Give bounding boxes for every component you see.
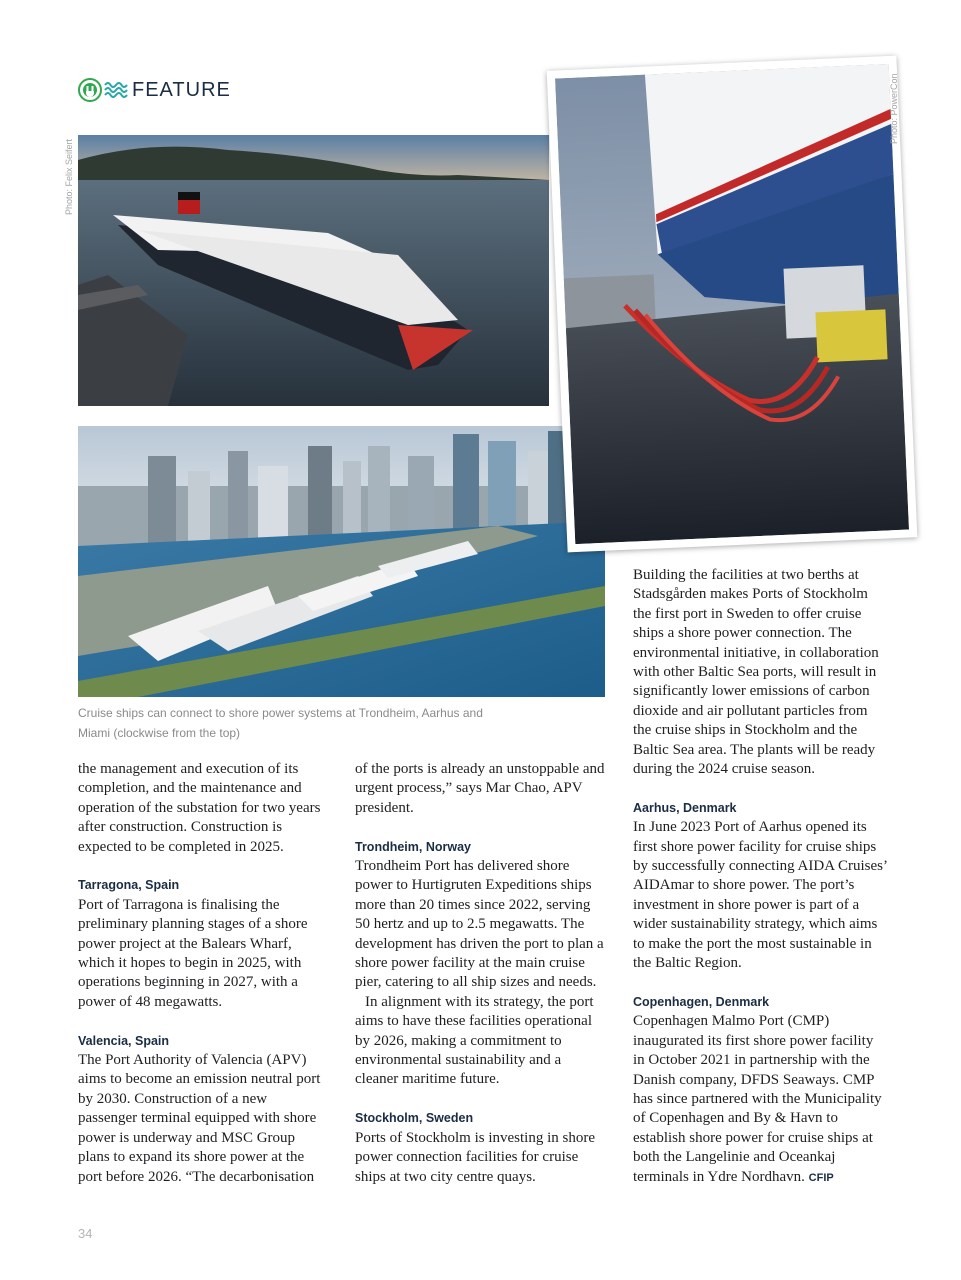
paragraph: of the ports is already an unstoppable and urgent process,” says Mar Chao, APV president. <box>355 761 605 816</box>
subheading-stockholm: Stockholm, Sweden <box>355 1111 474 1126</box>
paragraph: Building the facilities at two berths at Stadsgården makes Ports of Stockholm the first port in Sweden to offer cruise ships a shore power connection. The environmental initiative, in collaboration with other Baltic Sea ports, will result in significantly lower emissions of carbon dioxide and air pollutant particles from the cruise ships in Stockholm and the Baltic Sea area. The plants will be ready during the 2024 cruise season. <box>633 567 879 778</box>
text-column-2 <box>355 760 607 1187</box>
paragraph: In June 2023 Port of Aarhus opened its first shore power facility for cruise ships by successfully connecting AIDA Cruises’ AIDAmar to shore power. The port’s investment in shore power is part of a wider sustainability strategy, which aims to make the port the most sustainable in the Baltic Region. <box>633 819 887 972</box>
subheading-tarragona: Tarragona, Spain <box>78 878 180 893</box>
paragraph: Trondheim Port has delivered shore power to Hurtigruten Expeditions ships more than 20 times since 2022, serving 50 hertz and up to 2.5 megawatts. The development has driven the port to plan a shore power facility at the main cruise pier, catering to all ship sizes and needs. <box>355 858 604 991</box>
waves-icon <box>104 80 128 100</box>
subheading-trondheim: Trondheim, Norway <box>355 839 471 854</box>
paragraph <box>633 1012 888 1188</box>
paragraph: The Port Authority of Valencia (APV) aims to become an emission neutral port by 2030. Construction of a new passenger terminal equipped with shore power is underway and MSC Group plans to expand its shore power at the port before 2026. “The decarbonisation <box>78 1052 321 1185</box>
paragraph: Port of Tarragona is finalising the preliminary planning stages of a shore power project at the Balears Wharf, which it hopes to begin in 2025, with operations beginning in 2027, with a power of 48 megawatts. <box>78 896 308 1010</box>
photo-credit-right: Photo: PowerCon <box>889 73 899 144</box>
subheading-valencia: Valencia, Spain <box>78 1033 170 1048</box>
section-title: FEATURE <box>132 78 231 101</box>
paragraph: Ports of Stockholm is investing in shore power connection facilities for cruise ships at two city centre quays. <box>355 1129 595 1185</box>
paragraph-text: Copenhagen Malmo Port (CMP) inaugurated its first shore power facility in October 2021 in partnership with the Danish company, DFDS Seaways. CMP has since partnered with the Municipality of Copenhagen and By & Havn to establish shore power for cruise ships at both the Langelinie and Oceankaj terminals in Ydre Nordhavn. <box>633 1013 882 1185</box>
paragraph: the management and execution of its completion, and the maintenance and operation of the substation for two years after construction. Construction is expected to be completed in 2025. <box>78 761 321 855</box>
photo-stockholm-shore-power <box>547 56 918 553</box>
subheading-aarhus: Aarhus, Denmark <box>633 800 737 815</box>
photo-trondheim-cruise-ship <box>78 135 549 406</box>
paragraph: In alignment with its strategy, the port aims to have these facilities operational by 2026, making a commitment to environmental sustainability and a cleaner maritime future. <box>355 993 594 1088</box>
text-column-3 <box>633 566 888 1188</box>
text-column-1 <box>78 760 330 1187</box>
photo-caption: Cruise ships can connect to shore power systems at Trondheim, Aarhus and Miami (clockwise from the top) <box>78 706 483 740</box>
subheading-copenhagen: Copenhagen, Denmark <box>633 994 770 1009</box>
plug-leaf-logo-icon <box>78 78 102 102</box>
photo-credit-left: Photo: Felix Seifert <box>64 138 74 215</box>
page-number: 34 <box>78 1226 93 1241</box>
photo-miami-port <box>78 426 605 697</box>
section-header <box>78 76 231 104</box>
end-tag: CFIP <box>808 1171 834 1184</box>
